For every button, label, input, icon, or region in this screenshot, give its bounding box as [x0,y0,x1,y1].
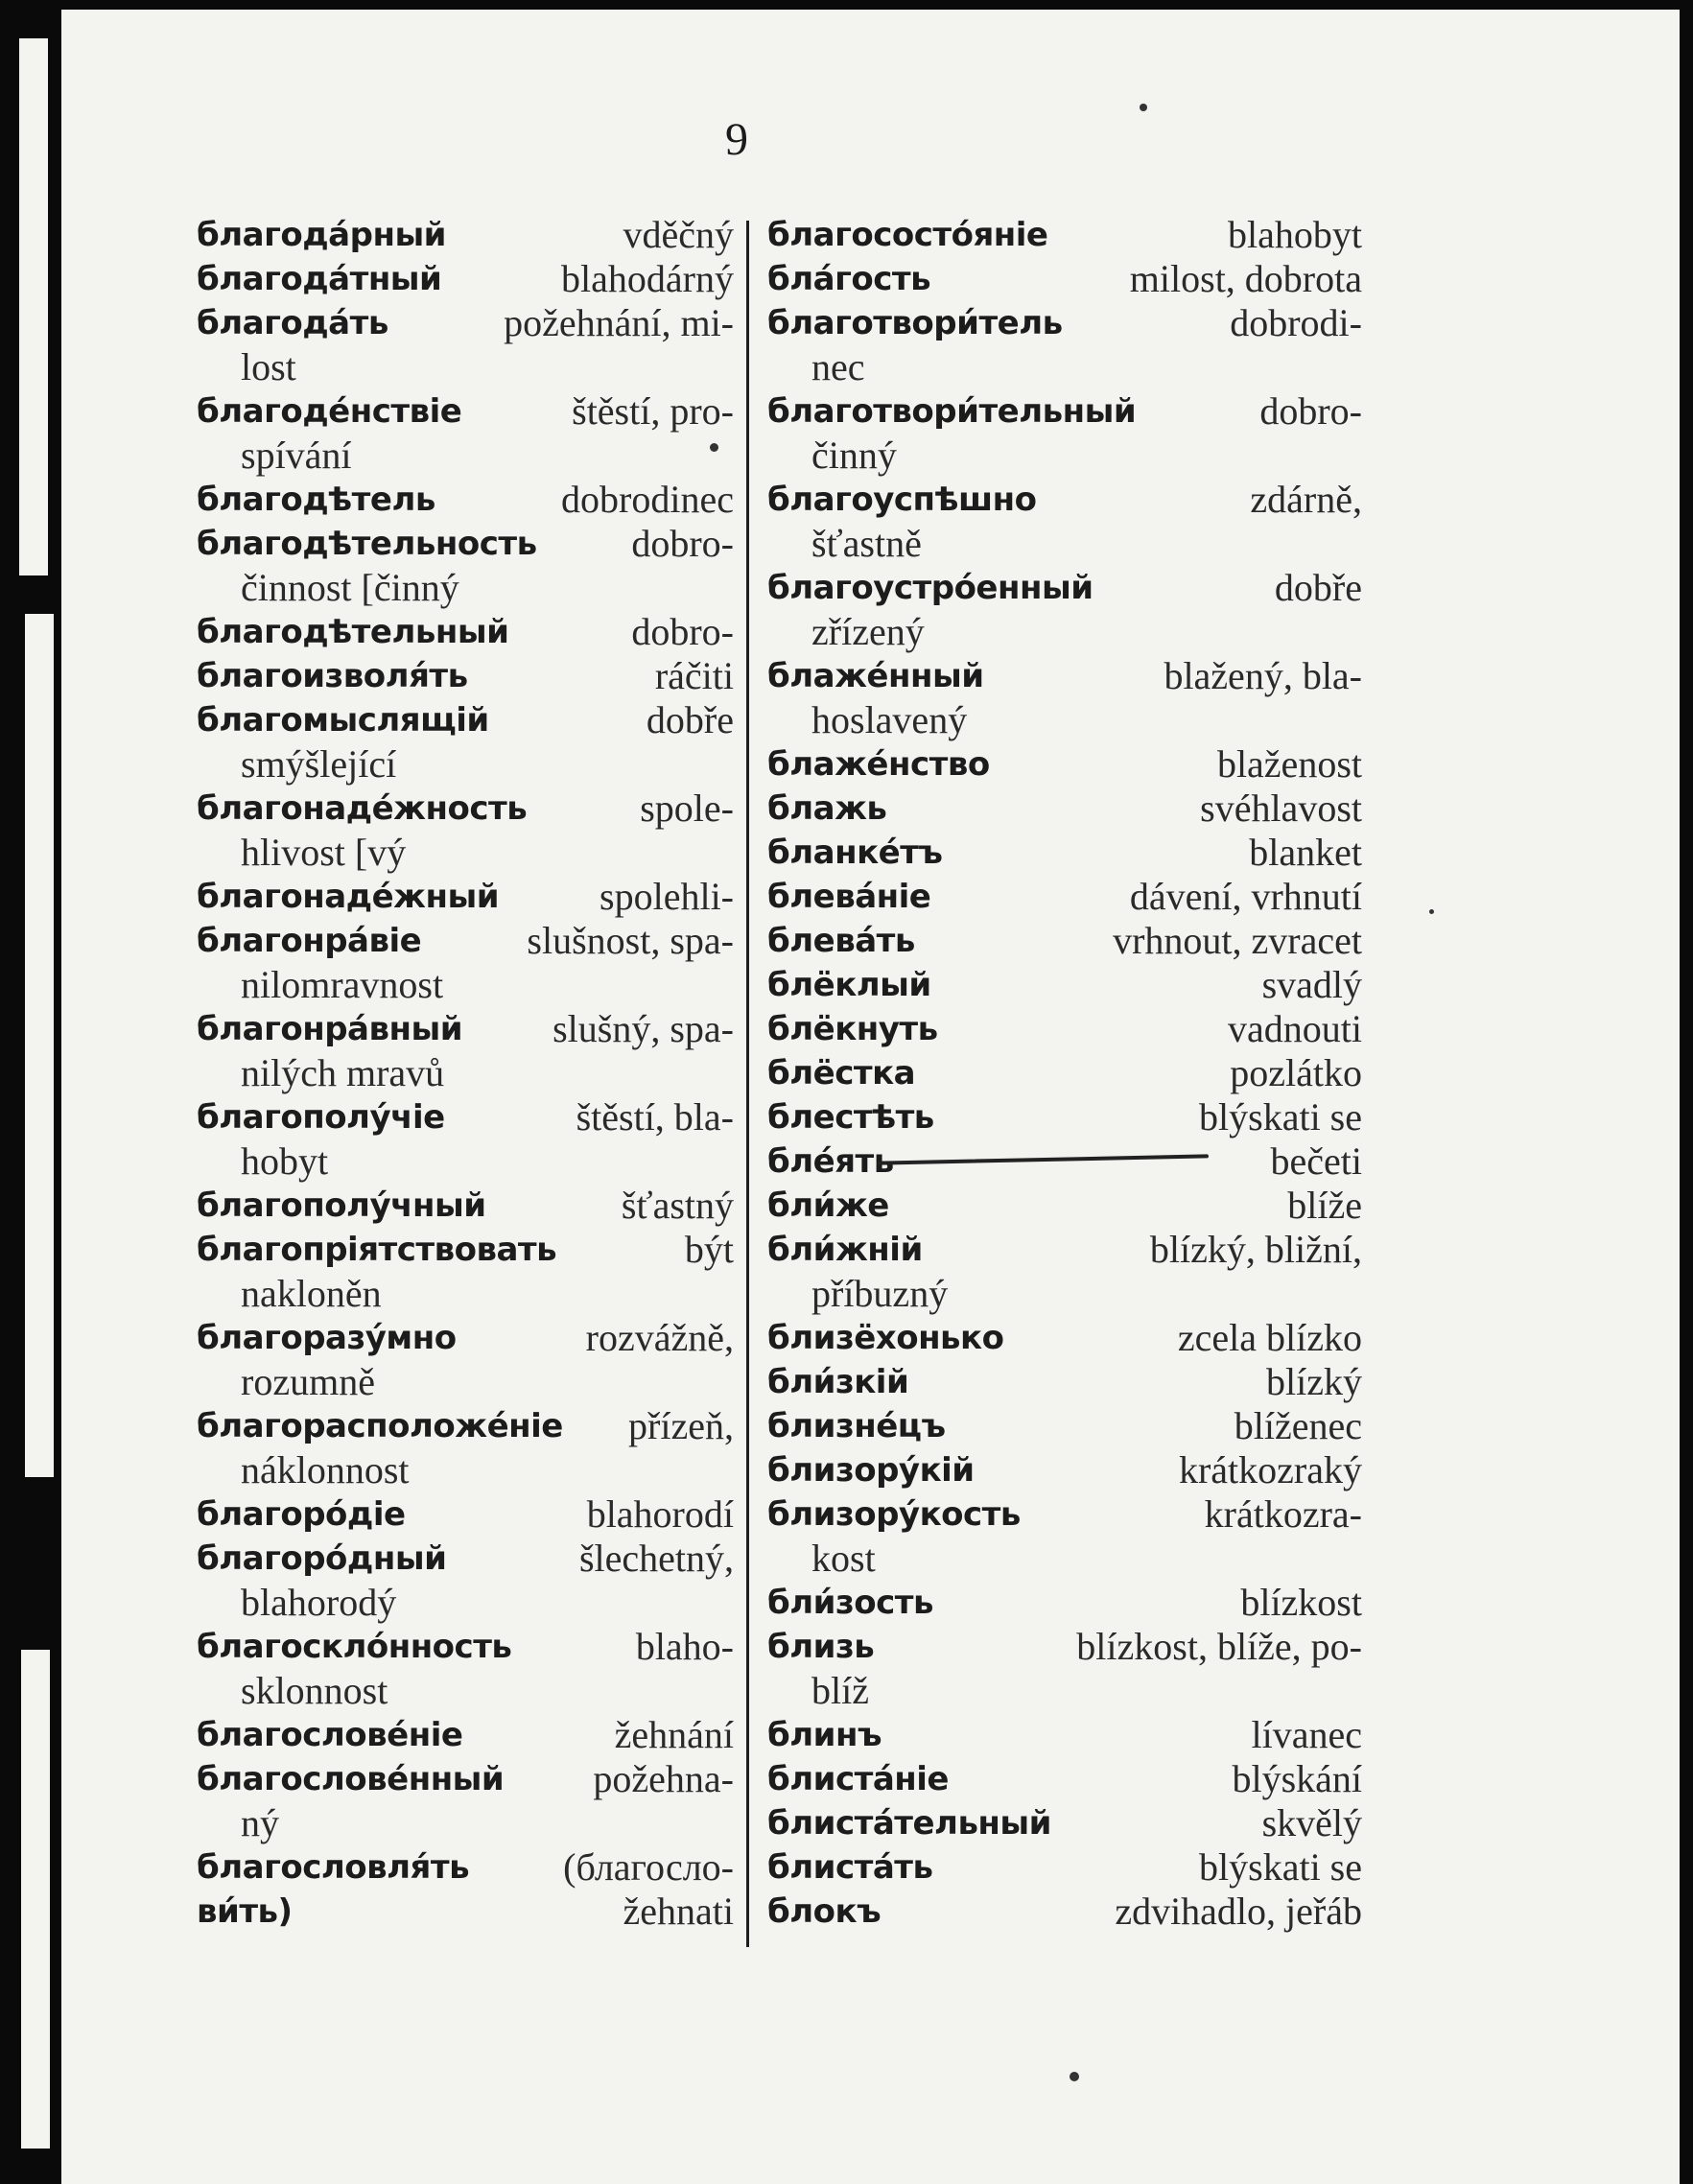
headword: благоро́діе [197,1495,406,1534]
entry-line [767,875,1362,919]
translation: vrhnout, zvracet [1113,919,1362,962]
entry-line [767,963,1362,1007]
headword: благослове́нный [197,1760,505,1798]
translation: blíženec [1234,1404,1362,1447]
translation: kost [811,1537,876,1580]
dictionary-entry [767,1316,1362,1360]
headword: близору́кій [767,1451,975,1490]
translation: dobro- [1259,389,1362,433]
translation: požehna- [593,1757,734,1800]
dust-speck [1070,2072,1079,2081]
entry-line [197,1404,734,1448]
entry-line [767,1095,1362,1139]
dictionary-entry [197,301,734,389]
entry-line [767,1757,1362,1801]
entry-line [767,1713,1362,1757]
headword: благонаде́жный [197,878,500,916]
translation: spívání [241,434,352,477]
headword: благонра́віе [197,922,422,960]
dictionary-entry [197,1007,734,1095]
translation: blahorodí [586,1492,734,1536]
headword: блиста́тельный [767,1804,1051,1843]
headword: благослове́ніе [197,1716,463,1754]
headword: блева́ніе [767,878,931,916]
entry-continuation [197,566,734,610]
headword: блёкнуть [767,1010,938,1048]
headword: блаже́нный [767,657,984,695]
translation: blýskání [1232,1757,1362,1800]
translation: nilomravnost [241,963,444,1006]
translation: svadlý [1261,963,1362,1006]
entry-line [767,213,1362,257]
dictionary-entry [197,1757,734,1845]
headword: бли́же [767,1186,889,1225]
dictionary-entry [197,1625,734,1713]
translation: dobro- [631,610,734,653]
entry-continuation [197,742,734,787]
translation: blýskati se [1199,1095,1362,1139]
entry-continuation [767,1537,1362,1581]
translation: rozvážně, [585,1316,734,1359]
dictionary-entry [767,478,1362,566]
translation: bečeti [1270,1139,1362,1183]
headword: благотвори́тельный [767,392,1137,431]
entry-line [197,698,734,742]
dictionary-entry [767,1581,1362,1625]
entry-continuation [197,831,734,875]
dust-speck [1429,909,1434,914]
entry-line [197,1757,734,1801]
entry-line [767,1448,1362,1492]
dictionary-entry [197,875,734,919]
entry-line [197,522,734,566]
headword: блажь [767,789,887,828]
headword: блинъ [767,1716,882,1754]
translation: přízeň, [628,1404,734,1447]
entry-line [197,1095,734,1139]
right-page-edge [1680,0,1693,2184]
entry-line [767,566,1362,610]
translation: blahobyt [1228,213,1362,256]
translation: milost, dobrota [1129,257,1362,300]
headword: благоизволя́ть [197,657,468,695]
entry-continuation [197,1051,734,1095]
headword: благотвори́тель [767,304,1063,342]
translation: hobyt [241,1139,329,1183]
entry-continuation [767,434,1362,478]
translation: blízký, bližní, [1149,1228,1362,1271]
translation: slušnost, spa- [527,919,734,962]
dictionary-entry [767,654,1362,742]
translation: blahodárný [561,257,734,300]
translation: blaženost [1216,742,1362,786]
translation: nakloněn [241,1272,382,1315]
entry-line [197,654,734,698]
dictionary-entry [767,1625,1362,1713]
entry-line [767,1625,1362,1669]
headword: благода́тный [197,260,442,298]
translation: sklonnost [241,1669,388,1712]
dictionary-entry [767,1801,1362,1845]
entry-line [197,213,734,257]
headword: блёстка [767,1054,916,1092]
page-number: 9 [725,114,748,165]
headword: благоразу́мно [197,1319,457,1357]
headword: ви́ть) [197,1892,293,1931]
dictionary-entry [767,1184,1362,1228]
translation: blízkost, blíže, po- [1076,1625,1362,1668]
translation: šťastně [811,522,922,565]
dictionary-entry [767,831,1362,875]
translation: příbuzný [811,1272,949,1315]
entry-line [197,1492,734,1537]
entry-line [197,1184,734,1228]
entry-continuation [197,1448,734,1492]
translation: vadnouti [1228,1007,1362,1050]
dictionary-entry [767,919,1362,963]
translation: slušný, spa- [553,1007,734,1050]
translation: požehnání, mi- [504,301,734,344]
translation: šťastný [621,1184,734,1227]
dictionary-entry [197,1845,734,1934]
headword: благословля́ть [197,1848,470,1887]
headword: блиста́ть [767,1848,933,1887]
entry-line [197,1890,734,1934]
entry-line [197,478,734,522]
translation: štěstí, bla- [576,1095,734,1139]
dictionary-entry [197,389,734,478]
translation: žehnati [623,1890,734,1933]
translation: činný [811,434,897,477]
entry-line [767,1139,1362,1184]
dictionary-entry [767,1448,1362,1492]
entry-continuation [197,1801,734,1845]
headword: благомыслящій [197,701,489,740]
dictionary-entry [767,1139,1362,1184]
headword: благонаде́жность [197,789,528,828]
headword: бли́жній [767,1231,923,1269]
headword: благонра́вный [197,1010,463,1048]
translation: dobro- [631,522,734,565]
translation: hlivost [vý [241,831,407,874]
entry-continuation [197,1272,734,1316]
entry-line [767,1316,1362,1360]
dictionary-entry [197,1095,734,1184]
entry-line [767,1051,1362,1095]
translation: být [684,1228,734,1271]
translation: ný [241,1801,279,1844]
translation: zdvihadlo, jeřáb [1115,1890,1362,1933]
entry-continuation [767,345,1362,389]
headword: блестѣть [767,1098,934,1137]
entry-line [767,1228,1362,1272]
entry-line [197,610,734,654]
translation: dobrodinec [561,478,734,521]
entry-line [767,1492,1362,1537]
entry-line [197,301,734,345]
translation: náklonnost [241,1448,410,1491]
headword: благополу́чный [197,1186,486,1225]
binding-edge [0,0,61,2184]
entry-line [767,742,1362,787]
dictionary-entry [767,257,1362,301]
dictionary-entry [197,654,734,698]
headword: блаже́нство [767,745,990,784]
translation: blýskati se [1199,1845,1362,1889]
entry-line [767,1184,1362,1228]
translation: blízký [1266,1360,1362,1403]
dictionary-entry [767,1095,1362,1139]
headword: благода́ть [197,304,388,342]
entry-line [197,1537,734,1581]
entry-line [197,257,734,301]
dictionary-entry [197,213,734,257]
translation: nec [811,345,865,388]
column-divider [746,221,749,1947]
headword: блиста́ніе [767,1760,949,1798]
translation: hoslavený [811,698,968,741]
translation: lívanec [1251,1713,1362,1756]
entry-continuation [767,522,1362,566]
translation: dobře [646,698,734,741]
translation: spolehli- [600,875,734,918]
dictionary-entry [767,213,1362,257]
translation: rozumně [241,1360,375,1403]
translation: blažený, bla- [1164,654,1362,697]
dictionary-entry [767,301,1362,389]
entry-line [767,1581,1362,1625]
headword: бли́зкій [767,1363,909,1401]
translation: ráčiti [654,654,734,697]
translation: krátkozraký [1178,1448,1362,1491]
dictionary-entry [767,1492,1362,1581]
entry-line [197,787,734,831]
translation: blíže [1287,1184,1362,1227]
translation: štěstí, pro- [572,389,734,433]
translation: činnost [činný [241,566,459,609]
headword: бла́гость [767,260,931,298]
headword: благорасположе́ніе [197,1407,563,1445]
headword: бли́зость [767,1584,933,1622]
dictionary-entry [197,1537,734,1625]
translation: skvělý [1261,1801,1362,1844]
dictionary-entry [767,1404,1362,1448]
headword: блева́ть [767,922,915,960]
dictionary-entry [197,1404,734,1492]
headword: близёхонько [767,1319,1004,1357]
dictionary-entry [197,919,734,1007]
entry-continuation [197,434,734,478]
entry-continuation [197,1669,734,1713]
entry-line [767,787,1362,831]
entry-continuation [197,345,734,389]
entry-line [767,257,1362,301]
translation: blízkost [1240,1581,1362,1624]
entry-line [767,919,1362,963]
dictionary-entry [767,1845,1362,1890]
entry-line [197,1007,734,1051]
headword: благоро́дный [197,1539,447,1578]
translation: (благосло- [563,1845,734,1889]
entry-line [767,1404,1362,1448]
headword: благода́рный [197,216,447,254]
dictionary-entry [767,1890,1362,1934]
dictionary-entry [767,1228,1362,1316]
translation: krátkozra- [1204,1492,1362,1536]
entry-line [767,1845,1362,1890]
headword: близь [767,1628,875,1666]
entry-line [767,1007,1362,1051]
headword: благоустро́енный [767,569,1093,607]
entry-line [767,1890,1362,1934]
headword: благодѣтельность [197,525,537,563]
entry-line [767,654,1362,698]
entry-line [197,1228,734,1272]
entry-line [767,478,1362,522]
dictionary-entry [197,787,734,875]
dictionary-entry [767,566,1362,654]
entry-continuation [767,1272,1362,1316]
headword: близору́кость [767,1495,1021,1534]
dictionary-entry [767,1360,1362,1404]
entry-line [197,1316,734,1360]
dictionary-entry [767,963,1362,1007]
dictionary-entry [767,1713,1362,1757]
headword: бле́ять [767,1142,894,1181]
entry-continuation [767,698,1362,742]
translation: dávení, vrhnutí [1129,875,1362,918]
dictionary-entry [197,1184,734,1228]
translation: zcela blízko [1177,1316,1362,1359]
translation: pozlátko [1230,1051,1362,1094]
translation: žehnání [614,1713,734,1756]
dictionary-entry [197,610,734,654]
entry-continuation [197,1581,734,1625]
translation: nilých mravů [241,1051,445,1094]
dictionary-entry [767,875,1362,919]
entry-line [197,1713,734,1757]
dictionary-entry [767,787,1362,831]
dictionary-entry [197,1492,734,1537]
entry-line [197,1845,734,1890]
entry-line [197,875,734,919]
translation: lost [241,345,296,388]
translation: svéhlavost [1200,787,1362,830]
headword: благососто́яніе [767,216,1048,254]
entry-continuation [767,610,1362,654]
entry-line [767,1360,1362,1404]
translation: spole- [640,787,734,830]
dust-speck [710,443,718,452]
entry-line [197,919,734,963]
dictionary-entry [767,389,1362,478]
translation: smýšlející [241,742,397,786]
headword: благопріятствовать [197,1231,557,1269]
dictionary-entry [767,1051,1362,1095]
dictionary-entry [767,1007,1362,1051]
headword: блокъ [767,1892,882,1931]
dictionary-entry [197,257,734,301]
entry-continuation [197,963,734,1007]
headword: благодѣтельный [197,613,509,651]
headword: благоскло́нность [197,1628,512,1666]
headword: благодѣтель [197,481,435,519]
dictionary-entry [197,1228,734,1316]
entry-continuation [767,1669,1362,1713]
dictionary-entry [197,478,734,522]
entry-line [197,1625,734,1669]
right-column [767,213,1362,1934]
translation: dobrodi- [1230,301,1362,344]
left-column [197,213,734,1934]
entry-line [197,389,734,434]
translation: blíž [811,1669,869,1712]
translation: zřízený [811,610,925,653]
headword: близне́цъ [767,1407,946,1445]
translation: blanket [1249,831,1362,874]
dictionary-entry [767,742,1362,787]
entry-line [767,831,1362,875]
dictionary-entry [197,522,734,610]
headword: благополу́чіе [197,1098,445,1137]
dictionary-entry [197,1316,734,1404]
translation: blahorodý [241,1581,397,1624]
translation: vděčný [623,213,734,256]
translation: šlechetný, [578,1537,734,1580]
headword: благоде́нствіе [197,392,462,431]
translation: blaho- [635,1625,734,1668]
headword: благоуспѣшно [767,481,1037,519]
dust-speck [1140,104,1147,111]
dictionary-entry [197,698,734,787]
translation: dobře [1274,566,1362,609]
entry-continuation [197,1360,734,1404]
entry-continuation [197,1139,734,1184]
translation: zdárně, [1250,478,1362,521]
dictionary-entry [767,1757,1362,1801]
entry-line [767,1801,1362,1845]
entry-line [767,389,1362,434]
entry-line [767,301,1362,345]
dictionary-entry [197,1713,734,1757]
headword: бланке́тъ [767,834,943,872]
headword: блёклый [767,966,931,1004]
